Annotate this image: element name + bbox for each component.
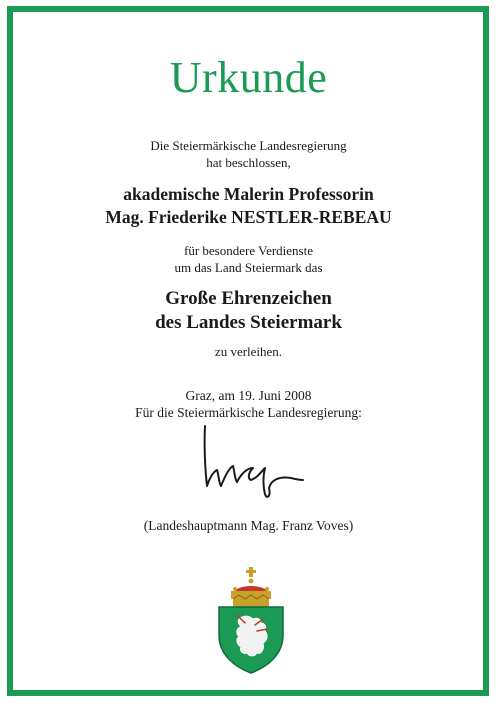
award-name-line-1: Große Ehrenzeichen (165, 288, 332, 309)
recipient-name: Mag. Friederike NESTLER-REBEAU (105, 207, 392, 227)
merit-line-1: für besondere Verdienste (184, 243, 313, 258)
place-date: Graz, am 19. Juni 2008 (185, 388, 312, 403)
document-title: Urkunde (169, 53, 328, 102)
signature-icon (195, 424, 305, 504)
conferral-line: zu verleihen. (214, 344, 283, 359)
award-name-line-2: des Landes Steiermark (155, 312, 342, 333)
coat-of-arms-icon (215, 565, 287, 675)
intro-line-2: hat beschlossen, (206, 155, 291, 170)
merit-line-2: um das Land Steiermark das (174, 260, 323, 275)
recipient-title: akademische Malerin Professorin (123, 184, 374, 204)
intro-line-1: Die Steiermärkische Landesregierung (150, 138, 347, 153)
on-behalf-line: Für die Steiermärkische Landesregierung: (135, 405, 362, 420)
signatory-name: (Landeshauptmann Mag. Franz Voves) (143, 518, 354, 533)
